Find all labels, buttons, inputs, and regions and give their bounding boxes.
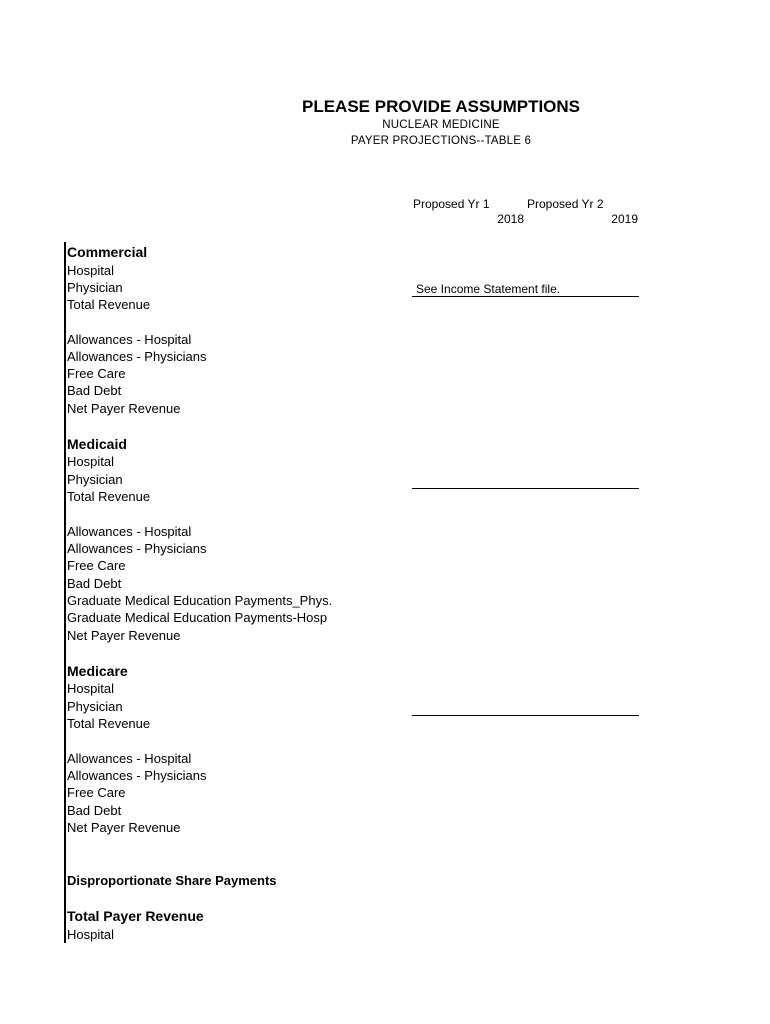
medicaid-hospital-label: Hospital xyxy=(67,454,114,469)
left-border-line xyxy=(64,242,66,943)
medicaid-net-payer-revenue-label: Net Payer Revenue xyxy=(67,628,181,643)
page-subtitle-department: NUCLEAR MEDICINE xyxy=(382,119,500,131)
commercial-subtotal-underline xyxy=(412,296,639,297)
section-medicaid-title: Medicaid xyxy=(67,436,127,452)
medicare-subtotal-underline xyxy=(412,715,639,716)
medicaid-physician-label: Physician xyxy=(67,472,123,487)
page-title: PLEASE PROVIDE ASSUMPTIONS xyxy=(301,97,581,116)
column-header-yr2: Proposed Yr 2 xyxy=(527,197,604,211)
medicaid-bad-debt-label: Bad Debt xyxy=(67,576,122,591)
medicaid-allow-hospital-label: Allowances - Hospital xyxy=(67,524,192,539)
commercial-physician-label: Physician xyxy=(67,280,123,295)
medicaid-allow-physicians-label: Allowances - Physicians xyxy=(67,541,207,556)
column-header-yr1: Proposed Yr 1 xyxy=(413,197,490,211)
section-total-payer-revenue-title: Total Payer Revenue xyxy=(67,908,204,924)
commercial-hospital-label: Hospital xyxy=(67,263,114,278)
medicare-net-payer-revenue-label: Net Payer Revenue xyxy=(67,820,181,835)
medicare-physician-label: Physician xyxy=(67,699,123,714)
page-subtitle-table: PAYER PROJECTIONS--TABLE 6 xyxy=(350,135,532,147)
commercial-allow-physicians-label: Allowances - Physicians xyxy=(67,349,207,364)
medicare-hospital-label: Hospital xyxy=(67,681,114,696)
income-statement-note: See Income Statement file. xyxy=(416,282,561,296)
column-year-yr2: 2019 xyxy=(611,212,638,226)
commercial-total-revenue-label: Total Revenue xyxy=(67,297,151,312)
medicaid-gme-phys-label: Graduate Medical Education Payments_Phys. xyxy=(67,593,333,608)
commercial-bad-debt-label: Bad Debt xyxy=(67,383,122,398)
section-commercial-title: Commercial xyxy=(67,244,148,260)
column-year-yr1: 2018 xyxy=(497,212,524,226)
commercial-net-payer-revenue-label: Net Payer Revenue xyxy=(67,401,181,416)
commercial-allow-hospital-label: Allowances - Hospital xyxy=(67,332,192,347)
medicaid-gme-hosp-label: Graduate Medical Education Payments-Hosp xyxy=(67,610,328,625)
medicaid-free-care-label: Free Care xyxy=(67,558,126,573)
medicare-free-care-label: Free Care xyxy=(67,785,126,800)
medicare-total-revenue-label: Total Revenue xyxy=(67,716,151,731)
medicare-bad-debt-label: Bad Debt xyxy=(67,803,122,818)
section-medicare-title: Medicare xyxy=(67,663,128,679)
commercial-free-care-label: Free Care xyxy=(67,366,126,381)
medicare-allow-physicians-label: Allowances - Physicians xyxy=(67,768,207,783)
section-dsh-title: Disproportionate Share Payments xyxy=(67,873,277,888)
medicaid-total-revenue-label: Total Revenue xyxy=(67,489,151,504)
medicare-allow-hospital-label: Allowances - Hospital xyxy=(67,751,192,766)
medicaid-subtotal-underline xyxy=(412,488,639,489)
total-payer-hospital-label: Hospital xyxy=(67,927,114,942)
